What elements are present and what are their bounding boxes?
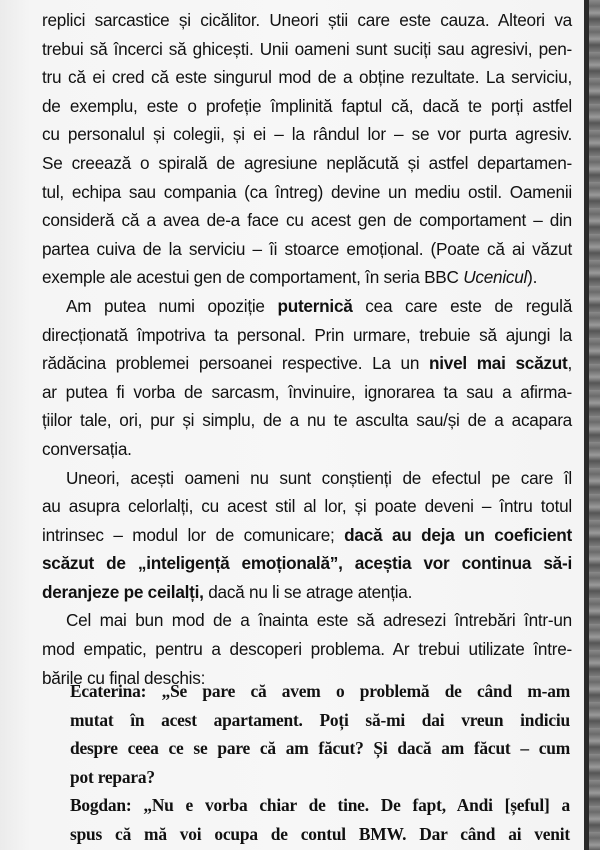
dialogue-block [70, 677, 570, 849]
text-line: trebui să încerci să ghicești. Unii oameni sunt suciți sau agresivi, pen- [42, 38, 572, 59]
bold-term: nivel mai scăzut [429, 353, 568, 374]
text-line: deranjeze pe ceilalți, dacă nu li se atrage atenția. [42, 581, 413, 602]
text-line: tul, echipa sau compania (ca întreg) devine un mediu ostil. Oamenii [42, 181, 572, 202]
dialogue-line-ecaterina: despre ceea ce se pare că am făcut? Și dacă am făcut – cum [70, 738, 570, 759]
bold-emphasis: scăzut de „inteligență emoțională”, aceștia vor continua să-i [42, 553, 572, 574]
text-line: ar putea fi vorba de sarcasm, învinuire, ignorarea ta sau a afirma- [42, 381, 572, 402]
text-line: cu personalul și colegii, și ei – la rândul lor – se vor purta agresiv. [42, 124, 572, 145]
text-line: bările cu final deschis: [42, 667, 206, 688]
text-line: Se creează o spirală de agresiune neplăcută și astfel departamen- [42, 152, 572, 173]
text-line: conversația. [42, 438, 132, 459]
text-line: Cel mai bun mod de a înainta este să adresezi întrebări într-un [66, 610, 572, 631]
text-line: rădăcina problemei persoanei respective. La un nivel mai scăzut, [42, 353, 572, 374]
bold-term: puternică [277, 295, 353, 316]
dialogue-line-ecaterina: Ecaterina: „Se pare că avem o problemă de când m-am [70, 681, 570, 701]
text-line: replici sarcastice și cicălitor. Uneori știi care este cauza. Alteori va [42, 10, 572, 30]
bold-emphasis: deranjeze pe ceilalți, [42, 581, 204, 602]
italic-title: Ucenicul [463, 267, 528, 288]
text-line: direcționată împotriva ta personal. Prin urmare, trebuie să ajungi la [42, 324, 572, 345]
text-line: Uneori, acești oameni nu sunt conștienți de efectul pe care îl [66, 467, 572, 488]
body-text [42, 6, 572, 692]
text-line: de exemplu, este o profeție împlinită faptul că, dacă te porți astfel [42, 95, 572, 116]
dialogue-line-bogdan: Bogdan: „Nu e vorba chiar de tine. De fapt, Andi [șeful] a [70, 795, 570, 816]
adjacent-page-strip [589, 0, 600, 850]
dialogue-line-ecaterina: pot repara? [70, 766, 155, 787]
dialogue-line-bogdan: spus că mă voi ocupa de contul BMW. Dar când ai venit [70, 823, 570, 844]
text-line: mod empatic, pentru a descoperi problema. Ar trebui utilizate între- [42, 639, 572, 660]
bold-emphasis: dacă au deja un coeficient [344, 524, 572, 545]
text-line: au asupra celorlalți, cu acest stil al lor, și poate deveni – întru totul [42, 496, 572, 517]
text-line: Am putea numi opoziție puternică cea care este de regulă [66, 295, 572, 316]
text-line: partea cuiva de la serviciu – îi stoarce emoțional. (Poate că ai văzut [42, 238, 572, 259]
dialogue-line-ecaterina: mutat în acest apartament. Poți să-mi dai vreun indiciu [70, 709, 570, 730]
text-line: țiilor tale, ori, pur și simplu, de a nu te asculta sau/și de a acapara [42, 410, 572, 431]
text-line: exemple ale acestui gen de comportament, în seria BBC Ucenicul). [42, 267, 538, 288]
text-line: tru că ei cred că este singurul mod de a obține rezultate. La serviciu, [42, 67, 572, 88]
text-line [42, 549, 572, 578]
text-line: intrinsec – modul lor de comunicare; dacă au deja un coeficient [42, 524, 572, 545]
text-line: consideră că a avea de-a face cu acest gen de comportament – din [42, 210, 572, 231]
